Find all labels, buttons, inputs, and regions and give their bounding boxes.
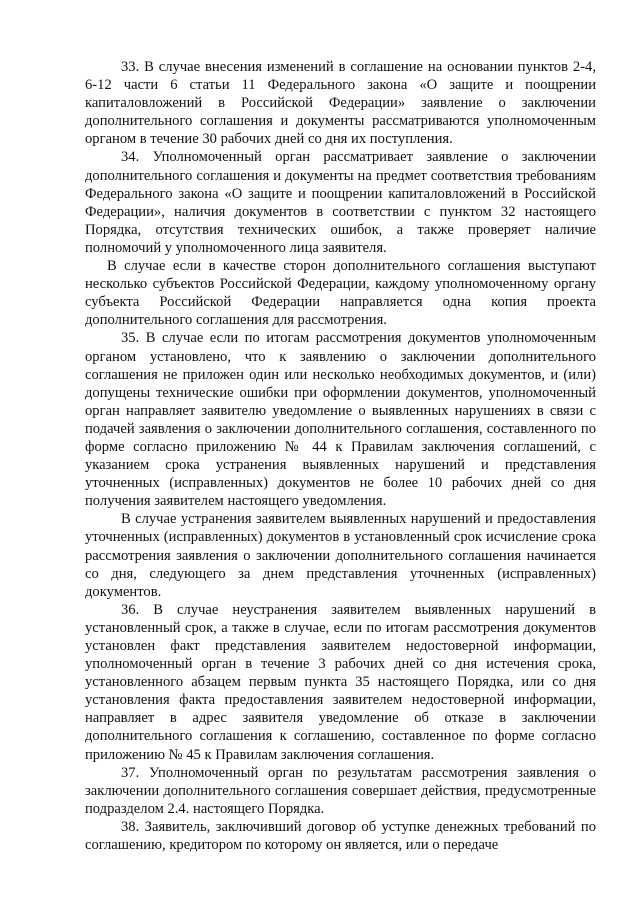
paragraph-35: 35. В случае если по итогам рассмотрения документов уполномоченным органом установлено, что к заявлению о заключении дополнительного соглашения не приложен один или несколько необходимых документов, и (или) допущены технические ошибки при оформлении документов, уполномоченный орган направляет заявителю уведомление о выявленных нарушениях в связи с подачей заявления о заключении дополнительного соглашения, составленного по форме согласно приложению № 44 к Правилам заключения соглашений, с указанием срока устранения выявленных нарушений и представления уточненных (исправленных) документов не более 10 рабочих дней со дня получения заявителем настоящего уведомления. [85, 330, 596, 510]
paragraph-34-continued: В случае если в качестве сторон дополнительного соглашения выступают несколько субъектов Российской Федерации, каждому уполномоченному органу субъекта Российской Федерации направляется одна копия проекта дополнительного соглашения для рассмотрения. [85, 258, 596, 329]
paragraph-33: 33. В случае внесения изменений в соглашение на основании пунктов 2-4, 6-12 части 6 статьи 11 Федерального закона «О защите и поощрении капиталовложений в Российской Федерации» заявление о заключении дополнительного соглашения и документы рассматриваются уполномоченным органом в течение 30 рабочих дней со дня их поступления. [85, 59, 596, 148]
paragraph-34: 34. Уполномоченный орган рассматривает заявление о заключении дополнительного соглашения и документы на предмет соответствия требованиям Федерального закона «О защите и поощрении капиталовложений в Российской Федерации», наличия документов в соответствии с пунктом 32 настоящего Порядка, отсутствия технических ошибок, а также проверяет наличие полномочий у уполномоченного лица заявителя. [85, 149, 596, 256]
paragraph-36: 36. В случае неустранения заявителем выявленных нарушений в установленный срок, а также в случае, если по итогам рассмотрения документов установлен факт представления заявителем недостоверной информации, уполномоченный орган в течение 3 рабочих дней со дня истечения срока, установленного абзацем первым пункта 35 настоящего Порядка, или со дня установления факта предоставления заявителем недостоверной информации, направляет в адрес заявителя уведомление об отказе в заключении дополнительного соглашения к соглашению, составленное по форме согласно приложению № 45 к Правилам заключения соглашения. [85, 601, 596, 763]
document-page [85, 58, 596, 854]
paragraph-37: 37. Уполномоченный орган по результатам рассмотрения заявления о заключении дополнительного соглашения совершает действия, предусмотренные подразделом 2.4. настоящего Порядка. [85, 764, 596, 817]
paragraph-35-continued: В случае устранения заявителем выявленных нарушений и предоставления уточненных (исправленных) документов в установленный срок исчисление срока рассмотрения заявления о заключении дополнительного соглашения начинается со дня, следующего за днем представления уточненных (исправленных) документов. [85, 511, 596, 600]
paragraph-38: 38. Заявитель, заключивший договор об уступке денежных требований по соглашению, кредитором по которому он является, или о передаче [85, 818, 596, 854]
